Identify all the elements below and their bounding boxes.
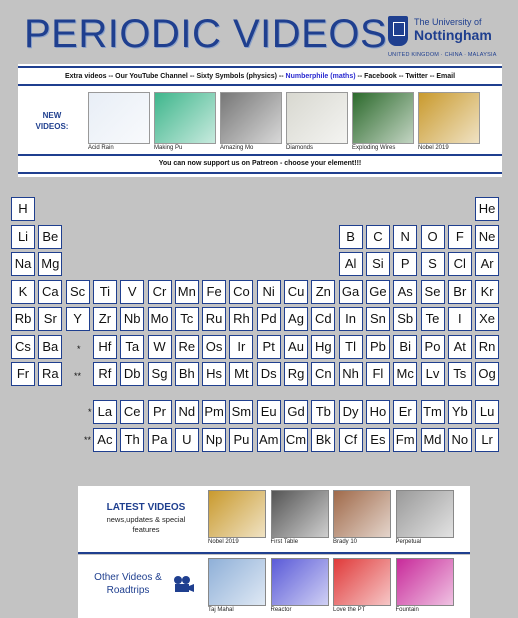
- element-ar[interactable]: Ar: [475, 252, 499, 276]
- element-ir[interactable]: Ir: [229, 335, 253, 359]
- video-thumb[interactable]: [154, 92, 216, 151]
- video-thumb[interactable]: [333, 490, 391, 545]
- thumb-caption: Nobel 2019: [208, 539, 239, 545]
- element-rf[interactable]: Rf: [93, 362, 117, 386]
- thumb-caption: Taj Mahal: [208, 607, 234, 613]
- medal-icon: [208, 490, 266, 538]
- people-icon: [333, 490, 391, 538]
- element-hf[interactable]: Hf: [93, 335, 117, 359]
- divider: [18, 84, 502, 86]
- university-logo[interactable]: [388, 16, 512, 62]
- element-ts[interactable]: Ts: [448, 362, 472, 386]
- element-br[interactable]: Br: [448, 280, 472, 304]
- new-videos-label: NEW VIDEOS:: [35, 111, 69, 131]
- element-nd[interactable]: Nd: [175, 400, 199, 424]
- element-ru[interactable]: Ru: [202, 307, 226, 331]
- element-au[interactable]: Au: [284, 335, 308, 359]
- element-am[interactable]: Am: [257, 428, 281, 452]
- element-db[interactable]: Db: [120, 362, 144, 386]
- video-thumb[interactable]: [286, 92, 348, 151]
- element-cl[interactable]: Cl: [448, 252, 472, 276]
- element-fm[interactable]: Fm: [393, 428, 417, 452]
- element-sr[interactable]: Sr: [38, 307, 62, 331]
- medal-icon: [418, 92, 480, 144]
- element-lr[interactable]: Lr: [475, 428, 499, 452]
- element-f[interactable]: F: [448, 225, 472, 249]
- other-videos-title[interactable]: Other Videos & Roadtrips: [94, 572, 162, 596]
- element-mg[interactable]: Mg: [38, 252, 62, 276]
- element-mo[interactable]: Mo: [148, 307, 172, 331]
- nav-sep: --: [276, 73, 286, 80]
- link-numberphile[interactable]: Numberphile (maths): [285, 73, 356, 80]
- element-ti[interactable]: Ti: [93, 280, 117, 304]
- nav-sep: --: [427, 73, 437, 80]
- divider: [18, 66, 502, 68]
- video-thumb[interactable]: [220, 92, 282, 151]
- element-no[interactable]: No: [448, 428, 472, 452]
- element-dy[interactable]: Dy: [339, 400, 363, 424]
- element-cm[interactable]: Cm: [284, 428, 308, 452]
- element-ta[interactable]: Ta: [120, 335, 144, 359]
- element-at[interactable]: At: [448, 335, 472, 359]
- element-co[interactable]: Co: [229, 280, 253, 304]
- device-icon: [396, 490, 454, 538]
- link-facebook[interactable]: Facebook: [364, 73, 397, 80]
- element-la[interactable]: La: [93, 400, 117, 424]
- element-np[interactable]: Np: [202, 428, 226, 452]
- element-si[interactable]: Si: [366, 252, 390, 276]
- element-sn[interactable]: Sn: [366, 307, 390, 331]
- element-es[interactable]: Es: [366, 428, 390, 452]
- element-cd[interactable]: Cd: [311, 307, 335, 331]
- element-mt[interactable]: Mt: [229, 362, 253, 386]
- spark-icon: [352, 92, 414, 144]
- element-fe[interactable]: Fe: [202, 280, 226, 304]
- latest-heading: [98, 502, 194, 535]
- video-thumb[interactable]: [396, 558, 454, 613]
- element-w[interactable]: W: [148, 335, 172, 359]
- element-pb[interactable]: Pb: [366, 335, 390, 359]
- element-cu[interactable]: Cu: [284, 280, 308, 304]
- element-v[interactable]: V: [120, 280, 144, 304]
- element-ni[interactable]: Ni: [257, 280, 281, 304]
- crest-icon: [388, 16, 408, 46]
- element-li[interactable]: Li: [11, 225, 35, 249]
- element-cr[interactable]: Cr: [148, 280, 172, 304]
- element-th[interactable]: Th: [120, 428, 144, 452]
- video-thumb[interactable]: [352, 92, 414, 151]
- element-rg[interactable]: Rg: [284, 362, 308, 386]
- thumb-caption: Love the PT: [333, 607, 366, 613]
- element-hg[interactable]: Hg: [311, 335, 335, 359]
- element-nh[interactable]: Nh: [339, 362, 363, 386]
- element-bk[interactable]: Bk: [311, 428, 335, 452]
- portrait-icon: [271, 490, 329, 538]
- thumb-caption: Fountain: [395, 607, 419, 613]
- latest-title[interactable]: LATEST VIDEOS: [106, 502, 186, 513]
- element-ne[interactable]: Ne: [475, 225, 499, 249]
- element-zn[interactable]: Zn: [311, 280, 335, 304]
- video-thumb[interactable]: [396, 490, 454, 545]
- divider: [78, 552, 470, 554]
- element-xe[interactable]: Xe: [475, 307, 499, 331]
- element-md[interactable]: Md: [421, 428, 445, 452]
- element-sm[interactable]: Sm: [229, 400, 253, 424]
- element-fl[interactable]: Fl: [366, 362, 390, 386]
- element-b[interactable]: B: [339, 225, 363, 249]
- element-nb[interactable]: Nb: [120, 307, 144, 331]
- link-extra-videos[interactable]: Extra videos: [64, 73, 107, 80]
- element-tb[interactable]: Tb: [311, 400, 335, 424]
- element-ca[interactable]: Ca: [38, 280, 62, 304]
- video-thumb[interactable]: [271, 558, 329, 613]
- element-s[interactable]: S: [421, 252, 445, 276]
- element-cf[interactable]: Cf: [339, 428, 363, 452]
- video-thumb[interactable]: [333, 558, 391, 613]
- patreon-link[interactable]: You can now support us on Patreon - choose your element!!!: [158, 160, 362, 167]
- thumb-caption: First Table: [270, 539, 299, 545]
- element-h[interactable]: H: [11, 197, 35, 221]
- element-ge[interactable]: Ge: [366, 280, 390, 304]
- element-bi[interactable]: Bi: [393, 335, 417, 359]
- nav-sep: --: [355, 73, 365, 80]
- nav-sep: --: [187, 73, 197, 80]
- thumb-caption: Making Pu: [154, 145, 183, 151]
- lanthanide-marker: *: [77, 344, 81, 354]
- element-rb[interactable]: Rb: [11, 307, 35, 331]
- element-fr[interactable]: Fr: [11, 362, 35, 386]
- element-er[interactable]: Er: [393, 400, 417, 424]
- element-sg[interactable]: Sg: [148, 362, 172, 386]
- element-o[interactable]: O: [421, 225, 445, 249]
- building-icon: [208, 558, 266, 606]
- element-kr[interactable]: Kr: [475, 280, 499, 304]
- element-ag[interactable]: Ag: [284, 307, 308, 331]
- element-rh[interactable]: Rh: [229, 307, 253, 331]
- link-youtube[interactable]: Our YouTube Channel: [115, 73, 188, 80]
- element-as[interactable]: As: [393, 280, 417, 304]
- thumb-caption: Amazing Mo: [220, 145, 254, 151]
- element-in[interactable]: In: [339, 307, 363, 331]
- element-c[interactable]: C: [366, 225, 390, 249]
- element-y[interactable]: Y: [66, 307, 90, 331]
- element-sb[interactable]: Sb: [393, 307, 417, 331]
- element-zr[interactable]: Zr: [93, 307, 117, 331]
- diamond-icon: [286, 92, 348, 144]
- element-se[interactable]: Se: [421, 280, 445, 304]
- video-thumb[interactable]: [418, 92, 480, 151]
- element-pa[interactable]: Pa: [148, 428, 172, 452]
- thumb-caption: Brady 10: [333, 539, 358, 545]
- element-yb[interactable]: Yb: [448, 400, 472, 424]
- element-po[interactable]: Po: [421, 335, 445, 359]
- element-og[interactable]: Og: [475, 362, 499, 386]
- element-al[interactable]: Al: [339, 252, 363, 276]
- glow-icon: [271, 558, 329, 606]
- actinide-marker: **: [74, 371, 82, 381]
- nav-sep: --: [396, 73, 406, 80]
- element-be[interactable]: Be: [38, 225, 62, 249]
- element-ba[interactable]: Ba: [38, 335, 62, 359]
- latest-subtitle: news,updates & special features: [106, 515, 186, 534]
- thumb-caption: Diamonds: [286, 145, 314, 151]
- uni-line1: The University of: [414, 17, 482, 27]
- video-thumb[interactable]: [208, 490, 266, 545]
- element-ds[interactable]: Ds: [257, 362, 281, 386]
- element-mc[interactable]: Mc: [393, 362, 417, 386]
- element-n[interactable]: N: [393, 225, 417, 249]
- cloud-skull-icon: [88, 92, 150, 144]
- element-pm[interactable]: Pm: [202, 400, 226, 424]
- element-na[interactable]: Na: [11, 252, 35, 276]
- video-thumb[interactable]: [88, 92, 150, 151]
- element-ac[interactable]: Ac: [93, 428, 117, 452]
- thumb-caption: Exploding Wires: [352, 145, 396, 151]
- video-thumb[interactable]: [208, 558, 266, 613]
- uni-line3: UNITED KINGDOM · CHINA · MALAYSIA: [388, 52, 497, 58]
- element-pd[interactable]: Pd: [257, 307, 281, 331]
- other-videos-panel: [78, 555, 470, 618]
- element-re[interactable]: Re: [175, 335, 199, 359]
- element-ra[interactable]: Ra: [38, 362, 62, 386]
- element-te[interactable]: Te: [421, 307, 445, 331]
- element-bh[interactable]: Bh: [175, 362, 199, 386]
- element-lv[interactable]: Lv: [421, 362, 445, 386]
- element-hs[interactable]: Hs: [202, 362, 226, 386]
- link-sixty-symbols[interactable]: Sixty Symbols (physics): [196, 73, 277, 80]
- element-tm[interactable]: Tm: [421, 400, 445, 424]
- latest-videos-panel: [78, 486, 470, 552]
- actinide-row-marker: **: [84, 435, 92, 445]
- thumb-caption: Acid Rain: [88, 145, 114, 151]
- element-i[interactable]: I: [448, 307, 472, 331]
- uni-line2: Nottingham: [414, 27, 492, 43]
- divider: [18, 154, 502, 156]
- nav-links: [18, 73, 502, 80]
- element-ho[interactable]: Ho: [366, 400, 390, 424]
- element-pu[interactable]: Pu: [229, 428, 253, 452]
- element-pt[interactable]: Pt: [257, 335, 281, 359]
- video-thumb[interactable]: [271, 490, 329, 545]
- element-lu[interactable]: Lu: [475, 400, 499, 424]
- camera-icon: [172, 575, 194, 595]
- flask-icon: [396, 558, 454, 606]
- element-pr[interactable]: Pr: [148, 400, 172, 424]
- element-tl[interactable]: Tl: [339, 335, 363, 359]
- element-sc[interactable]: Sc: [66, 280, 90, 304]
- element-k[interactable]: K: [11, 280, 35, 304]
- thumb-caption: Reactor: [270, 607, 292, 613]
- element-rn[interactable]: Rn: [475, 335, 499, 359]
- link-email[interactable]: Email: [436, 73, 456, 80]
- element-gd[interactable]: Gd: [284, 400, 308, 424]
- thumb-caption: Nobel 2019: [418, 145, 449, 151]
- crystal-icon: [154, 92, 216, 144]
- element-ce[interactable]: Ce: [120, 400, 144, 424]
- element-ga[interactable]: Ga: [339, 280, 363, 304]
- thumb-caption: Perpetual: [395, 539, 422, 545]
- element-p[interactable]: P: [393, 252, 417, 276]
- element-cs[interactable]: Cs: [11, 335, 35, 359]
- element-mn[interactable]: Mn: [175, 280, 199, 304]
- lanthanide-row-marker: *: [88, 407, 92, 417]
- element-he[interactable]: He: [475, 197, 499, 221]
- element-u[interactable]: U: [175, 428, 199, 452]
- element-cn[interactable]: Cn: [311, 362, 335, 386]
- metal-icon: [220, 92, 282, 144]
- link-twitter[interactable]: Twitter: [405, 73, 428, 80]
- element-os[interactable]: Os: [202, 335, 226, 359]
- heart-icon: [333, 558, 391, 606]
- element-tc[interactable]: Tc: [175, 307, 199, 331]
- nav-sep: --: [106, 73, 116, 80]
- top-panel: [18, 64, 502, 177]
- divider: [18, 172, 502, 174]
- site-title[interactable]: PERIODIC VIDEOS: [24, 12, 388, 56]
- element-eu[interactable]: Eu: [257, 400, 281, 424]
